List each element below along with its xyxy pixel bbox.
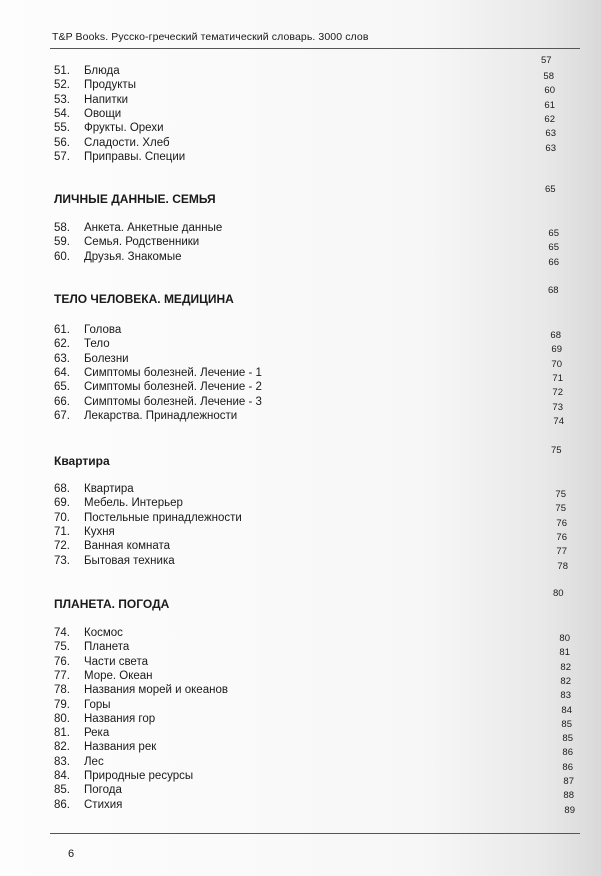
toc-entry-page: 82 xyxy=(560,675,571,687)
toc-entry-title: Лекарства. Принадлежности xyxy=(84,409,238,422)
toc-entry-page: 74 xyxy=(553,415,564,427)
toc-entry xyxy=(54,352,574,370)
toc-entry xyxy=(54,539,574,558)
toc-entry xyxy=(54,683,574,702)
toc-entry-number: 58. xyxy=(54,222,70,234)
toc-entry-number: 71. xyxy=(54,525,70,538)
toc-entry-page: 83 xyxy=(560,690,571,702)
section-page-number: 80 xyxy=(553,588,564,599)
toc-entry xyxy=(54,698,574,716)
toc-entry-title: Река xyxy=(84,727,110,740)
toc-entry-number: 70. xyxy=(54,511,70,524)
toc-entry-number: 63. xyxy=(54,352,70,365)
section-heading: ТЕЛО ЧЕЛОВЕКА. МЕДИЦИНА xyxy=(54,292,234,306)
toc-entry-page: 60 xyxy=(544,85,555,97)
toc-entry-title: Планета xyxy=(84,641,130,654)
toc-entry-number: 82. xyxy=(54,741,70,754)
section-heading: Квартира xyxy=(54,454,110,468)
toc-entry-title: Болезни xyxy=(84,352,129,365)
toc-entry-page: 65 xyxy=(548,228,559,239)
toc-entry-title: Названия морей и океанов xyxy=(84,684,228,697)
toc-entry-number: 86. xyxy=(54,798,70,811)
toc-entry-page: 72 xyxy=(552,387,563,399)
toc-entry-page: 85 xyxy=(561,718,572,730)
toc-entry-number: 53. xyxy=(54,93,70,106)
toc-entry-number: 62. xyxy=(54,338,70,351)
toc-entry-page: 65 xyxy=(548,242,559,254)
toc-entry-title: Напитки xyxy=(84,93,129,106)
toc-entry-number: 84. xyxy=(54,770,70,782)
toc-entry-title: Сладости. Хлеб xyxy=(84,136,170,149)
toc-entry-title: Лес xyxy=(84,755,104,768)
toc-entry-number: 55. xyxy=(54,122,70,135)
toc-entry-title: Продукты xyxy=(84,79,136,92)
toc-entry-page: 81 xyxy=(559,647,570,659)
section-heading: ЛИЧНЫЕ ДАННЫЕ. СЕМЬЯ xyxy=(54,192,216,206)
toc-entry-page: 62 xyxy=(544,113,555,125)
toc-entry-title: Анкета. Анкетные данные xyxy=(84,222,223,234)
toc-entry-number: 52. xyxy=(54,79,70,92)
toc-entry-number: 74. xyxy=(54,627,70,639)
toc-entry-title: Части света xyxy=(84,655,148,668)
toc-entry xyxy=(54,655,574,673)
toc-entry-number: 68. xyxy=(54,483,70,495)
section-page-number: 75 xyxy=(551,445,562,456)
toc-entry-page: 68 xyxy=(550,330,561,341)
toc-entry-title: Названия гор xyxy=(84,712,156,725)
toc-entry-title: Космос xyxy=(84,627,123,639)
toc-entry-page: 63 xyxy=(545,128,556,140)
toc-entry-number: 64. xyxy=(54,366,70,379)
toc-entry-title: Названия рек xyxy=(84,741,157,754)
toc-entry-title: Симптомы болезней. Лечение - 2 xyxy=(84,381,262,394)
toc-entry-page: 76 xyxy=(556,517,567,529)
section-page-number: 68 xyxy=(548,285,559,296)
toc-entry-number: 76. xyxy=(54,655,70,668)
toc-entry-page: 75 xyxy=(555,503,566,515)
toc-entry xyxy=(54,554,574,572)
toc-entry xyxy=(54,235,574,254)
toc-entry-title: Море. Океан xyxy=(84,669,153,682)
toc-entry-number: 66. xyxy=(54,395,70,408)
toc-entry-number: 73. xyxy=(54,554,70,567)
toc-entry xyxy=(54,250,574,268)
toc-entry xyxy=(54,482,574,500)
toc-entry-number: 81. xyxy=(54,727,70,740)
toc-entry xyxy=(54,221,574,239)
toc-entry xyxy=(54,755,574,773)
toc-entry-title: Семья. Родственники xyxy=(84,236,200,249)
toc-entry-page: 63 xyxy=(545,142,556,154)
toc-entry-page: 82 xyxy=(560,661,571,673)
toc-entry-number: 69. xyxy=(54,497,70,510)
toc-entry xyxy=(54,740,574,759)
toc-entry xyxy=(54,409,574,427)
toc-entry-title: Фрукты. Орехи xyxy=(84,122,164,135)
toc-entry-title: Квартира xyxy=(84,483,134,495)
toc-entry xyxy=(54,783,574,802)
toc-entry-title: Приправы. Специи xyxy=(84,150,186,163)
toc-entry xyxy=(54,107,574,125)
toc-entry-title: Тело xyxy=(84,338,110,351)
toc-entry-page: 89 xyxy=(564,804,575,816)
toc-entry-page: 85 xyxy=(562,733,573,745)
toc-entry-title: Горы xyxy=(84,698,111,711)
toc-entry-number: 54. xyxy=(54,107,70,120)
toc-entry-number: 60. xyxy=(54,250,70,263)
toc-entry-page: 71 xyxy=(552,372,563,384)
toc-entry-number: 59. xyxy=(54,236,70,249)
toc-entry-title: Симптомы болезней. Лечение - 3 xyxy=(84,395,262,408)
toc-entry xyxy=(54,712,574,730)
toc-entry-page: 84 xyxy=(561,704,572,716)
toc-entry xyxy=(54,323,574,341)
toc-entry xyxy=(54,78,574,97)
toc-entry-title: Мебель. Интерьер xyxy=(84,497,183,510)
toc-entry-title: Голова xyxy=(84,324,122,336)
toc-entry xyxy=(54,136,574,154)
toc-entry xyxy=(54,150,574,164)
toc-entry-number: 80. xyxy=(54,712,70,725)
toc-entry-title: Погода xyxy=(84,784,122,797)
toc-entry xyxy=(54,640,574,659)
toc-entry-page: 75 xyxy=(555,489,566,500)
toc-entry xyxy=(54,395,574,413)
toc-entry xyxy=(54,669,574,687)
toc-entry-title: Овощи xyxy=(84,107,122,120)
toc-entry-number: 75. xyxy=(54,641,70,654)
toc-entry xyxy=(54,798,575,816)
toc-entry-title: Постельные принадлежности xyxy=(84,511,242,524)
section-page-number: 57 xyxy=(541,55,552,66)
toc-entry-page: 87 xyxy=(563,776,574,787)
toc-entry-title: Бытовая техника xyxy=(84,554,175,567)
toc-entry-number: 51. xyxy=(54,65,70,77)
section-page-number: 65 xyxy=(545,184,556,195)
toc-entry-number: 67. xyxy=(54,409,70,422)
toc-entry-page: 77 xyxy=(556,546,567,558)
toc-entry-number: 83. xyxy=(54,755,70,768)
toc-entry-number: 72. xyxy=(54,540,70,553)
toc-entry-page: 70 xyxy=(551,358,562,370)
toc-entry-number: 77. xyxy=(54,669,70,682)
toc-entry-page: 86 xyxy=(562,761,573,773)
toc-entry xyxy=(54,337,574,356)
toc-entry-number: 56. xyxy=(54,136,70,149)
toc-entry-number: 57. xyxy=(54,150,70,163)
toc-entry-title: Блюда xyxy=(84,65,120,77)
toc-entry-page: 80 xyxy=(559,633,570,644)
toc-entry xyxy=(54,366,574,384)
toc-entry-title: Ванная комната xyxy=(84,540,171,553)
toc-entry-number: 85. xyxy=(54,784,70,797)
toc-entry-page: 78 xyxy=(557,560,568,572)
toc-entry-number: 65. xyxy=(54,381,70,394)
toc-entry-title: Природные ресурсы xyxy=(84,770,194,782)
toc-entry xyxy=(54,93,574,111)
toc-entry-title: Стихия xyxy=(84,798,123,811)
toc-entry-number: 78. xyxy=(54,684,70,697)
running-header: T&P Books. Русско-греческий тематический словарь. 3000 слов xyxy=(52,31,369,43)
toc-entry xyxy=(54,769,574,787)
toc-entry xyxy=(54,726,574,745)
footer-rule xyxy=(50,833,580,834)
toc-entry-title: Симптомы болезней. Лечение - 1 xyxy=(84,366,262,379)
toc-entry-page: 69 xyxy=(551,344,562,356)
toc-entry-number: 61. xyxy=(54,324,70,336)
toc-entry-number: 79. xyxy=(54,698,70,711)
section-heading: ПЛАНЕТА. ПОГОДА xyxy=(54,597,170,611)
toc-entry xyxy=(54,64,574,82)
toc-entry-title: Кухня xyxy=(84,525,115,538)
toc-entry xyxy=(54,380,574,399)
toc-entry xyxy=(54,511,574,529)
toc-entry-page: 76 xyxy=(556,531,567,543)
toc-entry-page: 86 xyxy=(562,747,573,759)
toc-entry-page: 58 xyxy=(543,71,554,82)
toc-entry xyxy=(54,496,574,515)
toc-entry xyxy=(54,525,574,543)
page-number: 6 xyxy=(68,848,75,860)
toc-entry xyxy=(54,121,574,140)
toc-entry-page: 61 xyxy=(544,99,555,111)
toc-entry-page: 88 xyxy=(563,790,574,802)
toc-entry-page: 66 xyxy=(548,256,559,268)
toc-entry xyxy=(54,626,574,644)
toc-entry-page: 73 xyxy=(552,401,563,413)
toc-entry-title: Друзья. Знакомые xyxy=(84,250,182,263)
